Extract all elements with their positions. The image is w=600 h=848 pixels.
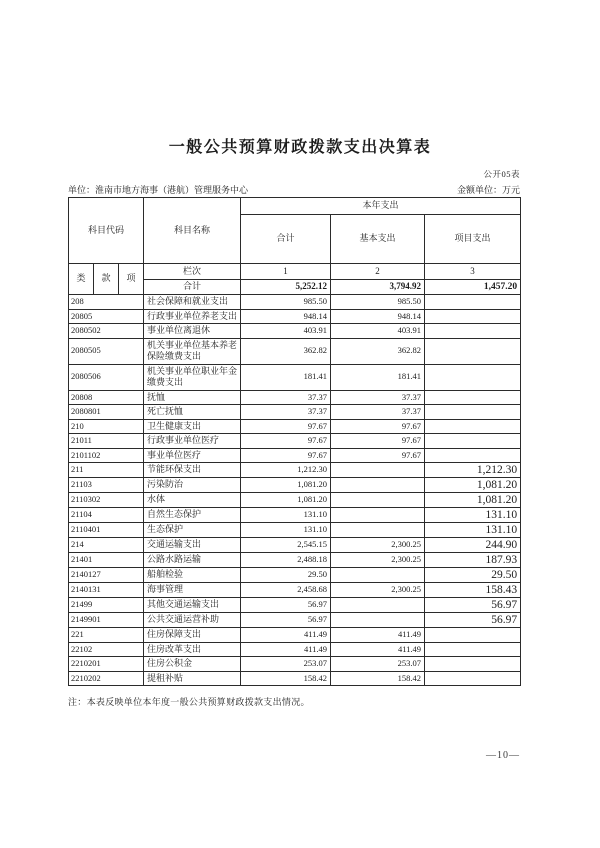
cell-total: 2,488.18 (241, 553, 331, 568)
header-col-3: 3 (425, 264, 521, 280)
table-row (69, 434, 521, 449)
table-row (69, 657, 521, 672)
cell-project: 158.43 (425, 583, 521, 598)
cell-code: 214 (69, 538, 144, 553)
cell-basic: 97.67 (331, 448, 425, 463)
cell-total: 253.07 (241, 657, 331, 672)
cell-basic (331, 613, 425, 628)
cell-code: 2080801 (69, 405, 144, 420)
header-total: 合计 (241, 215, 331, 264)
table-row (69, 493, 521, 508)
cell-code: 2149901 (69, 613, 144, 628)
cell-subject-name: 其他交通运输支出 (144, 598, 241, 613)
cell-code: 211 (69, 463, 144, 478)
cell-project (425, 338, 521, 364)
cell-basic (331, 463, 425, 478)
cell-code: 21011 (69, 434, 144, 449)
cell-code: 2210201 (69, 657, 144, 672)
cell-basic: 2,300.25 (331, 553, 425, 568)
cell-project: 29.50 (425, 568, 521, 583)
cell-code: 208 (69, 295, 144, 310)
cell-basic: 37.37 (331, 390, 425, 405)
amount-unit-label: 金额单位：万元 (456, 185, 520, 195)
table-row (69, 295, 521, 310)
header-col-2: 2 (331, 264, 425, 280)
cell-total: 403.91 (241, 324, 331, 339)
cell-code: 2110401 (69, 523, 144, 538)
cell-subject-name: 公共交通运营补助 (144, 613, 241, 628)
header-basic: 基本支出 (331, 215, 425, 264)
cell-subject-name: 污染防治 (144, 478, 241, 493)
total-row-total: 5,252.12 (241, 280, 331, 295)
cell-code: 21103 (69, 478, 144, 493)
cell-subject-name: 事业单位离退休 (144, 324, 241, 339)
cell-basic: 97.67 (331, 419, 425, 434)
cell-code: 2080506 (69, 364, 144, 390)
table-row (69, 390, 521, 405)
cell-basic: 37.37 (331, 405, 425, 420)
header-row-1 (69, 198, 521, 215)
header-item: 项 (119, 264, 144, 295)
cell-code: 2210202 (69, 671, 144, 686)
meta-row (68, 183, 520, 197)
cell-total: 97.67 (241, 448, 331, 463)
cell-subject-name: 抚恤 (144, 390, 241, 405)
table-row (69, 405, 521, 420)
cell-basic: 411.49 (331, 642, 425, 657)
meta-block (68, 168, 520, 197)
total-row-project: 1,457.20 (425, 280, 521, 295)
table-row (69, 324, 521, 339)
table-row (69, 309, 521, 324)
cell-basic: 97.67 (331, 434, 425, 449)
cell-project (425, 405, 521, 420)
cell-total: 56.97 (241, 598, 331, 613)
cell-total: 56.97 (241, 613, 331, 628)
cell-subject-name: 住房改革支出 (144, 642, 241, 657)
cell-total: 1,212.30 (241, 463, 331, 478)
cell-basic (331, 508, 425, 523)
cell-code: 2101102 (69, 448, 144, 463)
cell-total: 985.50 (241, 295, 331, 310)
cell-project (425, 657, 521, 672)
header-subject-code: 科目代码 (69, 198, 144, 264)
total-row-basic: 3,794.92 (331, 280, 425, 295)
cell-project (425, 324, 521, 339)
cell-total: 97.67 (241, 434, 331, 449)
cell-total: 411.49 (241, 628, 331, 643)
cell-code: 2080505 (69, 338, 144, 364)
cell-total: 948.14 (241, 309, 331, 324)
cell-project: 56.97 (425, 598, 521, 613)
cell-project (425, 295, 521, 310)
header-project: 项目支出 (425, 215, 521, 264)
cell-total: 1,081.20 (241, 493, 331, 508)
cell-code: 210 (69, 419, 144, 434)
table-row (69, 583, 521, 598)
table-row (69, 508, 521, 523)
cell-basic: 362.82 (331, 338, 425, 364)
cell-total: 158.42 (241, 671, 331, 686)
cell-subject-name: 交通运输支出 (144, 538, 241, 553)
cell-subject-name: 提租补贴 (144, 671, 241, 686)
cell-total: 411.49 (241, 642, 331, 657)
cell-code: 21401 (69, 553, 144, 568)
cell-basic (331, 523, 425, 538)
table-row (69, 419, 521, 434)
header-subject-name: 科目名称 (144, 198, 241, 264)
table-row (69, 364, 521, 390)
cell-code: 20805 (69, 309, 144, 324)
cell-code: 2080502 (69, 324, 144, 339)
cell-code: 21499 (69, 598, 144, 613)
cell-total: 181.41 (241, 364, 331, 390)
table-row (69, 538, 521, 553)
cell-project: 131.10 (425, 508, 521, 523)
cell-code: 2110302 (69, 493, 144, 508)
cell-basic: 2,300.25 (331, 583, 425, 598)
unit-label: 单位：淮南市地方海事（港航）管理服务中心 (68, 185, 249, 195)
cell-basic (331, 493, 425, 508)
table-row (69, 671, 521, 686)
cell-total: 29.50 (241, 568, 331, 583)
cell-total: 131.10 (241, 523, 331, 538)
cell-basic: 181.41 (331, 364, 425, 390)
cell-code: 2140131 (69, 583, 144, 598)
header-class: 类 (69, 264, 94, 295)
cell-project: 1,081.20 (425, 478, 521, 493)
header-col-1: 1 (241, 264, 331, 280)
table-row (69, 598, 521, 613)
cell-basic (331, 568, 425, 583)
cell-basic: 158.42 (331, 671, 425, 686)
cell-basic: 403.91 (331, 324, 425, 339)
cell-subject-name: 节能环保支出 (144, 463, 241, 478)
cell-total: 37.37 (241, 390, 331, 405)
cell-code: 2140127 (69, 568, 144, 583)
cell-subject-name: 生态保护 (144, 523, 241, 538)
cell-project: 187.93 (425, 553, 521, 568)
table-row (69, 642, 521, 657)
cell-project: 56.97 (425, 613, 521, 628)
table-row (69, 463, 521, 478)
cell-total: 362.82 (241, 338, 331, 364)
cell-project (425, 419, 521, 434)
cell-basic: 253.07 (331, 657, 425, 672)
table-row (69, 523, 521, 538)
table-note: 注：本表反映单位本年度一般公共预算财政拨款支出情况。 (68, 697, 310, 707)
cell-project (425, 448, 521, 463)
page-title: 一般公共预算财政拨款支出决算表 (168, 139, 432, 156)
table-body (69, 295, 521, 686)
cell-basic (331, 478, 425, 493)
cell-subject-name: 社会保障和就业支出 (144, 295, 241, 310)
cell-project (425, 671, 521, 686)
cell-subject-name: 住房保障支出 (144, 628, 241, 643)
table-code-label: 公开05表 (483, 169, 520, 179)
cell-subject-name: 船舶检验 (144, 568, 241, 583)
header-row-3 (69, 264, 521, 280)
cell-subject-name: 行政事业单位养老支出 (144, 309, 241, 324)
cell-code: 22102 (69, 642, 144, 657)
header-column-label: 栏次 (144, 264, 241, 280)
table-row (69, 568, 521, 583)
header-current-year: 本年支出 (241, 198, 521, 215)
cell-project: 131.10 (425, 523, 521, 538)
cell-total: 1,081.20 (241, 478, 331, 493)
table-row (69, 448, 521, 463)
cell-basic: 985.50 (331, 295, 425, 310)
cell-total: 2,545.15 (241, 538, 331, 553)
cell-subject-name: 水体 (144, 493, 241, 508)
cell-subject-name: 自然生态保护 (144, 508, 241, 523)
cell-project (425, 434, 521, 449)
cell-project: 244.90 (425, 538, 521, 553)
table-row (69, 478, 521, 493)
budget-expenditure-table (68, 197, 521, 686)
cell-subject-name: 行政事业单位医疗 (144, 434, 241, 449)
cell-project (425, 642, 521, 657)
cell-project (425, 309, 521, 324)
cell-code: 221 (69, 628, 144, 643)
cell-basic (331, 598, 425, 613)
cell-subject-name: 海事管理 (144, 583, 241, 598)
cell-basic: 948.14 (331, 309, 425, 324)
cell-subject-name: 公路水路运输 (144, 553, 241, 568)
cell-subject-name: 死亡抚恤 (144, 405, 241, 420)
cell-total: 37.37 (241, 405, 331, 420)
header-section: 款 (94, 264, 119, 295)
cell-project: 1,212.30 (425, 463, 521, 478)
table-row (69, 553, 521, 568)
cell-subject-name: 住房公积金 (144, 657, 241, 672)
cell-code: 20808 (69, 390, 144, 405)
cell-basic: 2,300.25 (331, 538, 425, 553)
cell-project (425, 390, 521, 405)
cell-total: 2,458.68 (241, 583, 331, 598)
table-row (69, 628, 521, 643)
cell-code: 21104 (69, 508, 144, 523)
cell-subject-name: 事业单位医疗 (144, 448, 241, 463)
page-number: —10— (486, 750, 520, 761)
table-row (69, 338, 521, 364)
cell-subject-name: 机关事业单位职业年金缴费支出 (144, 364, 241, 390)
cell-total: 131.10 (241, 508, 331, 523)
cell-total: 97.67 (241, 419, 331, 434)
cell-project (425, 628, 521, 643)
cell-subject-name: 机关事业单位基本养老保险缴费支出 (144, 338, 241, 364)
cell-project (425, 364, 521, 390)
total-row-label: 合计 (144, 280, 241, 295)
table-row (69, 613, 521, 628)
cell-project: 1,081.20 (425, 493, 521, 508)
cell-subject-name: 卫生健康支出 (144, 419, 241, 434)
cell-basic: 411.49 (331, 628, 425, 643)
